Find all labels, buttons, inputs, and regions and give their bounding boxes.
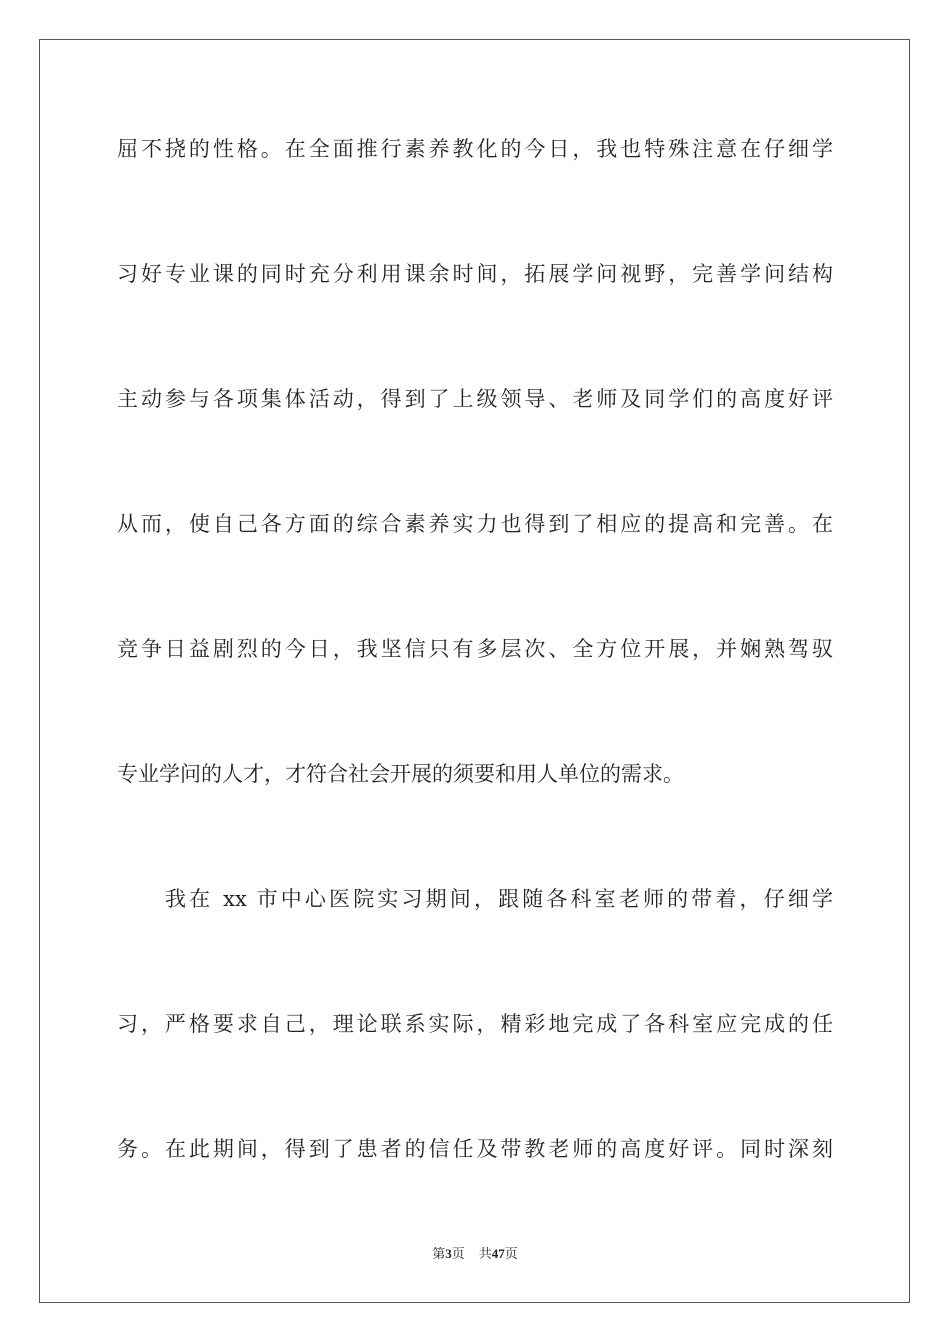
text-line-2: 习好专业课的同时充分利用课余时间，拓展学问视野，完善学问结构 — [117, 262, 833, 286]
page-number: 3 — [445, 1246, 452, 1261]
text-line-4: 从而，使自己各方面的综合素养实力也得到了相应的提高和完善。在 — [117, 512, 833, 536]
total-pages: 47 — [491, 1246, 505, 1261]
text-line-6: 专业学问的人才，才符合社会开展的须要和用人单位的需求。 — [117, 762, 684, 786]
text-line-1: 屈不挠的性格。在全面推行素养教化的今日，我也特殊注意在仔细学 — [117, 137, 833, 161]
total-label-prefix: 共 — [478, 1246, 492, 1261]
total-label-suffix: 页 — [504, 1246, 518, 1261]
page-border — [39, 39, 910, 1303]
text-line-9: 务。在此期间，得到了患者的信任及带教老师的高度好评。同时深刻 — [117, 1137, 833, 1161]
text-line-7: 我在 xx 市中心医院实习期间，跟随各科室老师的带着，仔细学 — [165, 887, 833, 911]
page-footer — [0, 1246, 950, 1262]
page-label-prefix: 第 — [432, 1246, 446, 1261]
text-line-8: 习，严格要求自己，理论联系实际，精彩地完成了各科室应完成的任 — [117, 1012, 833, 1036]
text-line-5: 竞争日益剧烈的今日，我坚信只有多层次、全方位开展，并娴熟驾驭 — [117, 637, 833, 661]
text-line-3: 主动参与各项集体活动，得到了上级领导、老师及同学们的高度好评 — [117, 387, 833, 411]
page-label-suffix: 页 — [451, 1246, 465, 1261]
